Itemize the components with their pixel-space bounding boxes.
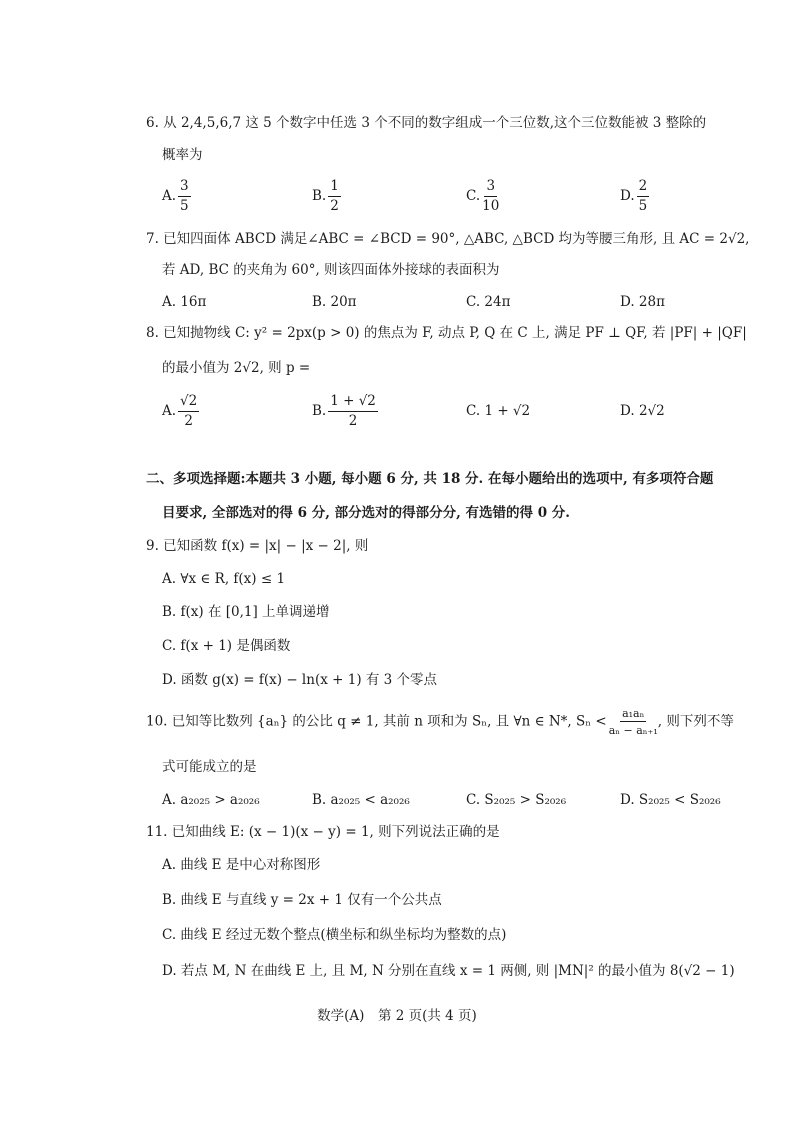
- q10-option-b: B. a₂₀₂₅ < a₂₀₂₆: [312, 792, 410, 808]
- fraction-numerator: 1 + √2: [328, 395, 378, 412]
- q6-option-b: [312, 180, 341, 213]
- q8-option-b: [312, 395, 378, 428]
- q11-option-d: D. 若点 M, N 在曲线 E 上, 且 M, N 分别在直线 x = 1 两侧, 则 |MN|² 的最小值为 8(√2 − 1): [162, 963, 735, 979]
- q8-option-d: [620, 405, 665, 419]
- q9-option-c: C. f(x + 1) 是偶函数: [162, 638, 291, 654]
- option-fraction: [637, 180, 650, 213]
- q11-option-c: C. 曲线 E 经过无数个整点(横坐标和纵坐标均为整数的点): [162, 927, 507, 943]
- q10-fraction: [609, 708, 658, 736]
- option-label: A.: [162, 188, 177, 204]
- fraction-denominator: 2: [330, 197, 339, 214]
- section-2-heading-line2: 目要求, 全部选对的得 6 分, 部分选对的得部分分, 有选错的得 0 分.: [162, 505, 570, 521]
- q6-stem-line2: 概率为: [162, 147, 203, 163]
- option-label: C.: [466, 403, 481, 419]
- option-fraction: [178, 395, 199, 428]
- q11-option-b: B. 曲线 E 与直线 y = 2x + 1 仅有一个公共点: [162, 892, 442, 908]
- option-fraction: [328, 395, 378, 428]
- q10-option-a: A. a₂₀₂₅ > a₂₀₂₆: [162, 792, 260, 808]
- q10-stem-pre: 10. 已知等比数列 {aₙ} 的公比 q ≠ 1, 其前 n 项和为 Sₙ, 且 ∀n ∈ N*, Sₙ <: [146, 713, 607, 730]
- q8-option-c: [466, 405, 530, 419]
- q11-stem: 11. 已知曲线 E: (x − 1)(x − y) = 1, 则下列说法正确的是: [146, 824, 500, 840]
- fraction-numerator: 3: [484, 180, 497, 197]
- q6-stem-line1: 6. 从 2,4,5,6,7 这 5 个数字中任选 3 个不同的数字组成一个三位数,这个三位数能被 3 整除的: [146, 115, 707, 131]
- q7-option-d: D. 28π: [620, 294, 665, 310]
- q9-option-b: B. f(x) 在 [0,1] 上单调递增: [162, 604, 330, 620]
- fraction-denominator: 2: [348, 412, 358, 429]
- q7-stem-line1: 7. 已知四面体 ABCD 满足∠ABC = ∠BCD = 90°, △ABC, △BCD 均为等腰三角形, 且 AC = 2√2,: [146, 231, 750, 247]
- fraction-numerator: √2: [178, 395, 199, 412]
- q6-option-c: [466, 180, 499, 213]
- q7-stem-line2: 若 AD, BC 的夹角为 60°, 则该四面体外接球的表面积为: [162, 262, 500, 278]
- fraction-denominator: aₙ − aₙ₊₁: [608, 724, 658, 737]
- fraction-numerator: 3: [178, 180, 191, 197]
- fraction-numerator: 2: [637, 180, 650, 197]
- fraction-numerator: a₁aₙ: [622, 707, 645, 720]
- option-label: D.: [620, 188, 635, 204]
- option-label: A.: [162, 403, 177, 419]
- fraction-denominator: 2: [184, 412, 193, 429]
- q7-option-c: C. 24π: [466, 294, 511, 310]
- q10-option-d: D. S₂₀₂₅ < S₂₀₂₆: [620, 792, 721, 808]
- option-label: B.: [312, 403, 327, 419]
- option-fraction: [328, 180, 341, 213]
- q7-option-a: A. 16π: [162, 294, 207, 310]
- q10-stem-post: , 则下列不等: [657, 713, 734, 730]
- option-fraction: [482, 180, 499, 213]
- q9-stem: 9. 已知函数 f(x) = |x| − |x − 2|, 则: [146, 538, 369, 554]
- q8-stem-line1: 8. 已知抛物线 C: y² = 2px(p > 0) 的焦点为 F, 动点 P, Q 在 C 上, 满足 PF ⊥ QF, 若 |PF| + |QF|: [146, 325, 747, 341]
- option-label: B.: [312, 188, 327, 204]
- q9-option-a: A. ∀x ∈ R, f(x) ≤ 1: [162, 571, 286, 587]
- q8-option-a: [162, 395, 199, 428]
- section-2-heading-line1: 二、多项选择题:本题共 3 小题, 每小题 6 分, 共 18 分. 在每小题给出的选项中, 有多项符合题: [146, 471, 714, 487]
- fraction-denominator: 5: [180, 197, 189, 214]
- q6-option-d: [620, 180, 649, 213]
- q10-stem-line1: [146, 708, 734, 736]
- q7-option-b: B. 20π: [312, 294, 357, 310]
- fraction-numerator: 1: [328, 180, 341, 197]
- option-label: C.: [466, 188, 481, 204]
- option-fraction: [178, 180, 191, 213]
- option-text: 1 + √2: [484, 403, 531, 419]
- option-text: 2√2: [638, 403, 665, 419]
- q11-option-a: A. 曲线 E 是中心对称图形: [162, 857, 321, 873]
- fraction-denominator: 10: [482, 197, 500, 214]
- q10-option-c: C. S₂₀₂₅ > S₂₀₂₆: [466, 792, 567, 808]
- q10-stem-line2: 式可能成立的是: [162, 759, 257, 775]
- q9-option-d: D. 函数 g(x) = f(x) − ln(x + 1) 有 3 个零点: [162, 672, 438, 688]
- option-label: D.: [620, 403, 635, 419]
- q6-option-a: [162, 180, 191, 213]
- fraction-denominator: 5: [638, 197, 648, 214]
- q8-stem-line2: 的最小值为 2√2, 则 p =: [162, 360, 311, 376]
- page-footer: 数学(A) 第 2 页(共 4 页): [317, 1008, 477, 1024]
